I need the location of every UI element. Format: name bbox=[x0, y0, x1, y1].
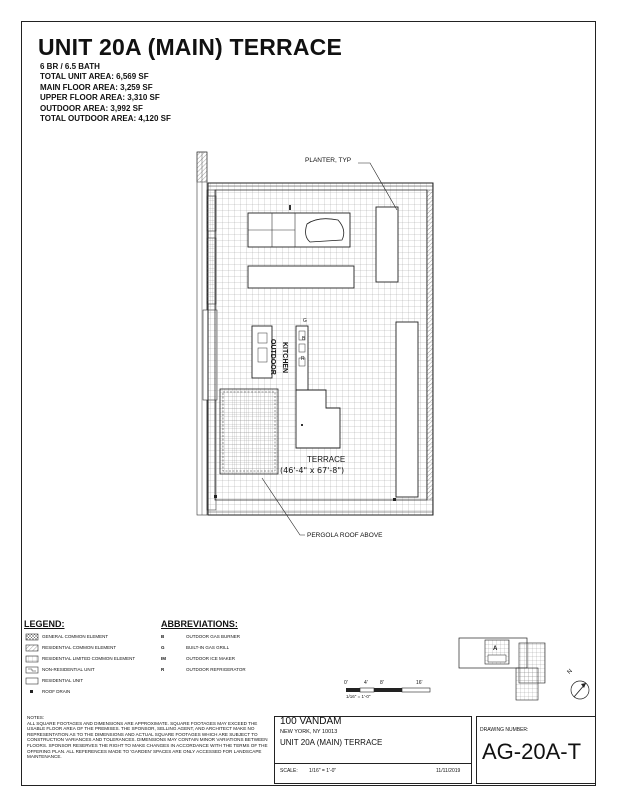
scale-bar-label: 1/16" = 1'-0" bbox=[346, 694, 371, 699]
legend-heading: LEGEND: bbox=[24, 619, 65, 629]
planter-label: PLANTER, TYP bbox=[305, 157, 352, 164]
roof-drain bbox=[214, 495, 217, 498]
abbreviations-heading: ABBREVIATIONS: bbox=[161, 619, 238, 629]
bench-planter bbox=[248, 266, 354, 288]
abbr-value: BUILT-IN GAS GRILL bbox=[186, 645, 230, 650]
north-label: N bbox=[566, 668, 574, 676]
abbr-g-label: G bbox=[303, 318, 307, 324]
abbr-value: OUTDOOR GAS BURNER bbox=[186, 634, 241, 639]
legend-item: RESIDENTIAL LIMITED COMMON ELEMENT bbox=[42, 656, 136, 661]
scale-tick: 4' bbox=[364, 680, 368, 686]
legend-item: RESIDENTIAL COMMON ELEMENT bbox=[42, 645, 117, 650]
abbreviation-item bbox=[161, 656, 235, 661]
drawing-number: AG-20A-T bbox=[482, 739, 582, 764]
abbr-b-label: B bbox=[302, 336, 306, 342]
scale-tick: 16' bbox=[416, 680, 423, 686]
parapet-hatch bbox=[427, 190, 433, 500]
terrace-dims: (46'-4" x 67'-8") bbox=[280, 466, 345, 475]
title-block-divider bbox=[274, 763, 472, 764]
legend-swatches bbox=[26, 634, 38, 693]
abbreviation-item bbox=[161, 645, 229, 650]
drawing-number-label: DRAWING NUMBER: bbox=[480, 727, 529, 733]
drawing-date: 11/11/2019 bbox=[436, 768, 461, 774]
abbr-key: IM bbox=[161, 656, 166, 661]
legend-item: GENERAL COMMON ELEMENT bbox=[42, 634, 109, 639]
scale-tick: 0' bbox=[344, 680, 348, 686]
planter-right-upper bbox=[376, 207, 398, 282]
scale-label: SCALE: bbox=[280, 768, 298, 774]
stat-upper-floor: UPPER FLOOR AREA: 3,310 SF bbox=[40, 93, 160, 103]
stat-total-outdoor: TOTAL OUTDOOR AREA: 4,120 SF bbox=[40, 114, 171, 124]
stat-bedrooms: 6 BR / 6.5 BATH bbox=[40, 62, 100, 71]
key-plan-unit: A bbox=[493, 646, 498, 652]
outdoor-label: OUTDOOR bbox=[269, 339, 276, 375]
pergola-area bbox=[220, 389, 278, 474]
roof-drain bbox=[393, 498, 396, 501]
page-title: UNIT 20A (MAIN) TERRACE bbox=[38, 34, 343, 60]
kitchen-label: KITCHEN bbox=[281, 342, 288, 374]
legend-item: ROOF DRAIN bbox=[42, 689, 71, 694]
planter-top-left bbox=[207, 196, 216, 304]
legend-item: RESIDENTIAL UNIT bbox=[42, 678, 84, 683]
terrace-label: TERRACE bbox=[307, 455, 346, 464]
building-name: 100 VANDAM bbox=[280, 716, 342, 727]
scale-bar bbox=[346, 688, 430, 692]
abbr-key: B bbox=[161, 634, 165, 639]
legend-item: NON-RESIDENTIAL UNIT bbox=[42, 667, 95, 672]
abbr-value: OUTDOOR ICE MAKER bbox=[186, 656, 236, 661]
abbreviation-item bbox=[161, 667, 246, 672]
unit-name: UNIT 20A (MAIN) TERRACE bbox=[280, 738, 383, 747]
stat-main-floor: MAIN FLOOR AREA: 3,259 SF bbox=[40, 82, 153, 92]
abbr-r-label: R bbox=[301, 356, 305, 362]
planter-right-lower bbox=[396, 322, 418, 497]
building-address: NEW YORK, NY 10013 bbox=[280, 729, 338, 735]
abbr-key: G bbox=[161, 645, 165, 650]
abbr-value: OUTDOOR REFRIGERATOR bbox=[186, 667, 246, 672]
stat-total-area: TOTAL UNIT AREA: 6,569 SF bbox=[40, 72, 149, 82]
pergola-label: PERGOLA ROOF ABOVE bbox=[307, 532, 383, 539]
stat-outdoor-area: OUTDOOR AREA: 3,992 SF bbox=[40, 103, 143, 113]
abbr-key: R bbox=[161, 667, 165, 672]
scale-value: 1/16" = 1'-0" bbox=[309, 768, 337, 774]
notes: NOTES: ALL SQUARE FOOTAGES AND DIMENSIONS ARE APPROXIMATE. SQUARE FOOTAGES MAY EXCEED THE USABLE FLOOR AREA OF THE PREMISES. THE SPONSOR, SELLING AGENT, AND ARCHITECT MAKE NO REPRESENTATION AS TO THE DIMENSIONS AND ACTUAL SQUARE FOOTAGES WHICH ARE SUBJECT TO CONSTRUCTION VARIANCES AND TOLERANCES. DIMENSIONS MAY CONTAIN MINOR VARIATIONS BETWEEN FLOORS. SPONSOR RESERVES THE RIGHT TO MAKE CHANGES IN ACCORDANCE WITH THE TERMS OF THE OFFERING PLAN. ALL REFERENCES MADE TO 'GARDEN' SPACES ARE ONLY ACCESSED FOR LANDSCAPE MAINTENANCE. bbox=[27, 715, 268, 760]
abbreviation-item bbox=[161, 634, 240, 639]
scale-tick: 8' bbox=[380, 680, 384, 686]
